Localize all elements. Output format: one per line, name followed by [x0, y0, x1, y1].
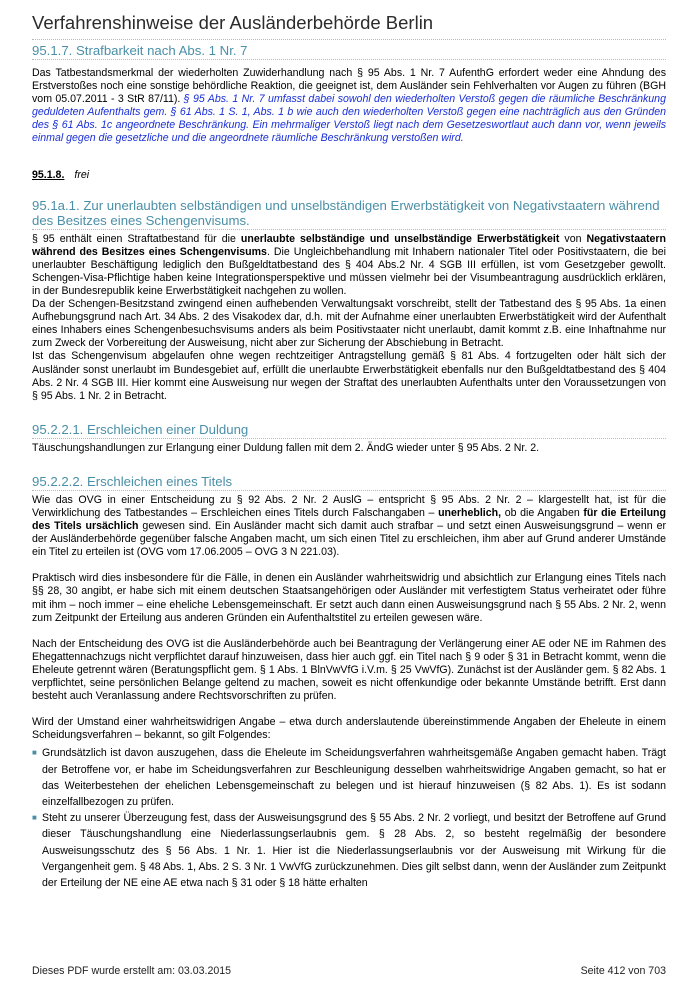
section-heading-95-1a-1: 95.1a.1. Zur unerlaubten selbständigen und unselbständigen Erwerbstätigkeit von Negativstaatern während des Besitzes eines Schengenvisums.: [32, 198, 666, 230]
bullet-icon: ■: [32, 813, 37, 823]
footer-created-date: Dieses PDF wurde erstellt am: 03.03.2015: [32, 965, 232, 977]
content-area: [32, 41, 666, 891]
list-item: [32, 745, 666, 810]
bullet-icon: ■: [32, 748, 37, 758]
paragraph-text: wird der Aufenthalt eines Inhabers eines Schengenbesuchsvisums anders als beim Positivstaater nicht unerlaubt, damit kommt z.B. eine Inhaftnahme nur zum Zweck der Vorbereitung der Ausweisung, nicht aber zur Sicherung der Abschiebung in Betracht.: [32, 311, 666, 350]
bullet-list: [32, 745, 666, 891]
section-heading-95-2-2-1: 95.2.2.1. Erschleichen einer Duldung: [32, 422, 666, 439]
emphasis-text: unerheblich,: [438, 506, 502, 519]
paragraph: [32, 494, 666, 559]
paragraph-text: von: [559, 232, 587, 245]
paragraph: [32, 67, 666, 146]
section-status: frei: [74, 168, 90, 181]
paragraph-text: ob die Angaben: [501, 506, 584, 519]
list-item-text: Steht zu unserer Überzeugung fest, dass der Ausweisungsgrund des § 55 Abs. 2 Nr. 2 vorliegt, und besitzt der Betroffene auf Grund dieser Täuschungshandlung eine Niederlassungserlaubnis gem. § 28 Abs. 2, so besteht regelmäßig der besondere Ausweisungsschutz des § 56 Abs. 1 Nr. 1. Hier ist die Niederlassungserlaubnis vor der Ausweisung mit Wirkung für die Vergangenheit gem. § 48 Abs. 1, Abs. 2 S. 3 Nr. 1 VwVfG zurückzunehmen. Dies gilt selbst dann, wenn der Ausländer zum Zeitpunkt der Erteilung der NE eine AE etwa nach § 31 oder § 18 hätte erhalten: [42, 812, 666, 889]
paragraph-text: gewesen sind. Ein Ausländer macht sich damit auch strafbar – und setzt einen Ausweisungsgrund – wenn er der Ausländerbehörde gegenüber falsche Angaben macht, um sich einen Titel zu erschleichen, ihm aber auf Grund anderer Umstände ein Titel zu erteilen ist (OVG vom 17.06.2005 – OVG 3 N 221.03).: [32, 520, 666, 559]
emphasis-text: Negativstaatern während des Besitzes eines Schengenvisums: [32, 232, 666, 258]
paragraph: [32, 233, 666, 298]
list-item: [32, 810, 666, 891]
highlight-text: Aufhebungsgrund nach Art. 34 Abs. 2 des Visakodex dar, d.h. mit der Aufnahme einer unerlaubten Erwerbstätigkeit: [32, 311, 575, 324]
paragraph-text: § 95 enthält einen Straftatbestand für die: [32, 232, 241, 245]
emphasis-text: für die Erteilung des Titels ursächlich: [32, 506, 666, 533]
emphasis-text: unerlaubte selbständige und unselbständige Erwerbstätigkeit: [240, 232, 560, 245]
paragraph: Wird der Umstand einer wahrheitswidrigen Angabe – etwa durch anderslautende übereinstimmende Angaben der Eheleute in einem Scheidungsverfahren – bekannt, so gilt Folgendes:: [32, 716, 666, 742]
paragraph-text: Da der Schengen-Besitzstand zwingend einen aufhebenden Verwaltungsakt vorschreibt, stellt der Tatbestand des § 95 Abs. 1a einen: [32, 298, 666, 311]
section-95-1-8: [32, 169, 666, 182]
paragraph-text: Das Tatbestandsmerkmal der wiederholten Zuwiderhandlung nach § 95 Abs. 1 Nr. 7 AufenthG erfordert weder eine Ahndung des Erstverstoßes noch eine sonstige behördliche Reaktion, die geeignet ist, dem Ausländer sein Fehlverhalten vor Augen zu führen (BGH vom 05.07.2011 - 3 StR 87/11).: [32, 67, 666, 106]
paragraph: Nach der Entscheidung des OVG ist die Ausländerbehörde auch bei Beantragung der Verlängerung einer AE oder NE im Rahmen des Ehegattennachzugs nicht verpflichtet darauf hinzuweisen, dass hier auch ggf. ein Titel nach § 9 oder § 31 in Betracht kommt, wenn die Eheleute getrennt wären (Beratungspflicht gem. § 1 Abs. 1 BlnVwVfG i.V.m. § 25 VwVfG). Zunächst ist der Ausländer gem. § 82 Abs. 1 verpflichtet, seine persönlichen Belange geltend zu machen, soweit es nicht offenkundige oder bekannte Umstände betrifft. Erst dann besteht auch Veranlassung andere Rechtsvorschriften zu prüfen.: [32, 637, 666, 703]
paragraph-text: Wie das OVG in einer Entscheidung zu § 92 Abs. 2 Nr. 2 AuslG – entspricht § 95 Abs. 2 Nr. 2 – klargestellt hat, ist für die Verwirklichung des Tatbestandes – Erschleichen eines Titels durch Falschangaben –: [32, 493, 666, 519]
list-item-text: Grundsätzlich ist davon auszugehen, dass die Eheleute im Scheidungsverfahren wahrheitsgemäße Angaben gemacht haben. Trägt der Betroffene vor, er habe im Scheidungsverfahren zur Beschleunigung desselben wahrheitswidrige Angaben gemacht, so hat er das Weiterbestehen der ehelichen Lebensgemeinschaft zu belegen und ist hierauf hinzuweisen (§ 82 Abs. 1). Es ist sodann einzelfallbezogen zu prüfen.: [42, 747, 666, 808]
paragraph: Praktisch wird dies insbesondere für die Fälle, in denen ein Ausländer wahrheitswidrig und absichtlich zur Erlangung eines Titels nach §§ 28, 30 angibt, er habe sich mit einem deutschen Staatsangehörigen oder Ausländer mit verfestigtem Status verheiratet oder führe mit ihm – noch immer – eine eheliche Lebensgemeinschaft. Er setzt auch dann einen Ausweisungsgrund nach § 55 Abs. 2 Nr. 2, wenn zum Zeitpunkt der Erteilung aus anderen Gründen ein Aufenthaltstitel zu erteilen gewesen wäre.: [32, 572, 666, 624]
paragraph: Täuschungshandlungen zur Erlangung einer Duldung fallen mit dem 2. ÄndG wieder unter § 95 Abs. 2 Nr. 2.: [32, 441, 540, 454]
paragraph: [32, 298, 666, 350]
paragraph: Ist das Schengenvisum abgelaufen ohne wegen rechtzeitiger Antragstellung gemäß § 81 Abs. 4 fortzugelten oder hält sich der Ausländer sonst unerlaubt im Bundesgebiet auf, erfüllt die unerlaubte Erwerbstätigkeit ebenfalls nur den Bußgeldtatbestand des § 404 Abs. 2 Nr. 4 SGB III. Hier kommt eine Ausweisung nur wegen der Straftat des unerlaubten Aufenthalts unter den Voraussetzungen von § 95 Abs. 1 Nr. 2 in Betracht.: [32, 350, 666, 402]
section-number: 95.1.8.: [32, 168, 65, 181]
section-heading-95-1-7: 95.1.7. Strafbarkeit nach Abs. 1 Nr. 7: [32, 43, 666, 60]
footer-page-number: Seite 412 von 703: [580, 965, 666, 977]
document-title: Verfahrenshinweise der Ausländerbehörde Berlin: [32, 12, 666, 40]
section-heading-95-2-2-2: 95.2.2.2. Erschleichen eines Titels: [32, 474, 666, 491]
amended-text: § 95 Abs. 1 Nr. 7 umfasst dabei sowohl den wiederholten Verstoß gegen die räumliche Beschränkung geduldeten Aufenthalts gem. § 61 Abs. 1 S. 1, Abs. 1 b wie auch den wiederholten Verstoß gegen eine nachträglich aus den Gründen des § 61 Abs. 1c angeordnete Beschränkung. Ein mehrmaliger Verstoß liegt nach dem Gesetzeswortlaut auch dann vor, wenn jeweils einmal gegen die gesetzliche und die angeordnete räumliche Beschränkung verstoßen wird.: [32, 93, 666, 145]
paragraph-text: . Die Ungleichbehandlung mit Inhabern nationaler Titel oder Positivstaatern, die bei unerlaubter Beschäftigung lediglich den Bußgeldtatbestand des § 404 Abs.2 Nr. 4 SGB III erfüllen, ist vom Gesetzgeber gewollt. Schengen-Visa-Pflichtige haben keine Integrationsperspektive und müssen vielmehr bei der Visumbeantragung ausdrücklich erklären, in der Bundesrepublik keine Erwerbstätigkeit nachgehen zu wollen.: [32, 245, 666, 297]
